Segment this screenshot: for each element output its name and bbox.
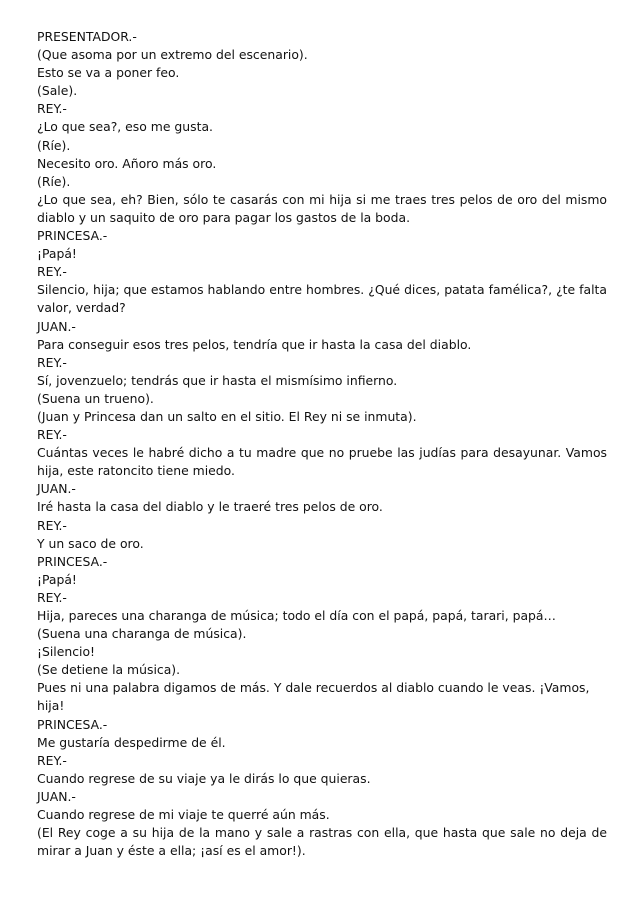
speaker-princesa: PRINCESA.- xyxy=(37,553,108,569)
dialogue-line: Silencio, hija; que estamos hablando entre hombres. ¿Qué dices, patata famélica?, ¿te falta valor, verdad? xyxy=(37,282,607,316)
dialogue-line: Hija, pareces una charanga de música; todo el día con el papá, papá, tarari, papá… xyxy=(37,608,556,623)
dialogue-line: Cuando regrese de mi viaje te querré aún más. xyxy=(37,807,330,823)
speaker-juan: JUAN.- xyxy=(37,481,76,497)
speaker-rey: REY.- xyxy=(37,264,67,280)
stage-direction: (Ríe). xyxy=(37,137,71,153)
dialogue-line: Para conseguir esos tres pelos, tendría que ir hasta la casa del diablo. xyxy=(37,336,472,352)
speaker-rey: REY.- xyxy=(37,517,67,533)
speaker-princesa: PRINCESA.- xyxy=(37,228,108,244)
stage-direction: (Sale). xyxy=(37,83,78,99)
dialogue-line: ¿Lo que sea, eh? Bien, sólo te casarás con mi hija si me traes tres pelos de oro del mismo diablo y un saquito de oro para pagar los gastos de la boda. xyxy=(37,191,607,225)
speaker-rey: REY.- xyxy=(37,752,67,768)
dialogue-line: Y un saco de oro. xyxy=(37,535,144,551)
dialogue-line: Necesito oro. Añoro más oro. xyxy=(37,155,217,171)
dialogue-line: Iré hasta la casa del diablo y le traeré tres pelos de oro. xyxy=(37,499,383,515)
dialogue-line: ¡Silencio! xyxy=(37,644,95,660)
dialogue-line: Cuando regrese de su viaje ya le dirás lo que quieras. xyxy=(37,770,371,786)
speaker-juan: JUAN.- xyxy=(37,788,76,804)
dialogue-line: ¡Papá! xyxy=(37,246,77,262)
dialogue-line: Sí, jovenzuelo; tendrás que ir hasta el mismísimo infierno. xyxy=(37,372,398,388)
dialogue-line: ¿Lo que sea?, eso me gusta. xyxy=(37,119,213,135)
stage-direction: (Juan y Princesa dan un salto en el sitio. El Rey ni se inmuta). xyxy=(37,408,417,424)
stage-direction: (Suena una charanga de música). xyxy=(37,626,247,642)
stage-direction: (Suena un trueno). xyxy=(37,390,154,406)
dialogue-line: ¡Papá! xyxy=(37,571,77,587)
speaker-rey: REY.- xyxy=(37,354,67,370)
speaker-rey: REY.- xyxy=(37,589,67,605)
dialogue-line: Pues ni una palabra digamos de más. Y dale recuerdos al diablo cuando le veas. ¡Vamos, hija! xyxy=(37,680,590,714)
dialogue-line: Me gustaría despedirme de él. xyxy=(37,734,226,750)
stage-direction: (Ríe). xyxy=(37,173,71,189)
stage-direction: (Que asoma por un extremo del escenario). xyxy=(37,47,308,63)
dialogue-line: Cuántas veces le habré dicho a tu madre que no pruebe las judías para desayunar. Vamos hija, este ratoncito tiene miedo. xyxy=(37,445,607,479)
speaker-rey: REY.- xyxy=(37,101,67,117)
speaker-rey: REY.- xyxy=(37,427,67,443)
speaker-presentador: PRESENTADOR.- xyxy=(37,29,137,44)
stage-direction: (El Rey coge a su hija de la mano y sale a rastras con ella, que hasta que sale no deja de mirar a Juan y éste a ella; ¡así es el amor!). xyxy=(37,825,607,859)
speaker-princesa: PRINCESA.- xyxy=(37,716,108,732)
dialogue-line: Esto se va a poner feo. xyxy=(37,65,180,81)
document-page xyxy=(37,28,607,860)
stage-direction: (Se detiene la música). xyxy=(37,662,181,678)
speaker-juan: JUAN.- xyxy=(37,318,76,334)
